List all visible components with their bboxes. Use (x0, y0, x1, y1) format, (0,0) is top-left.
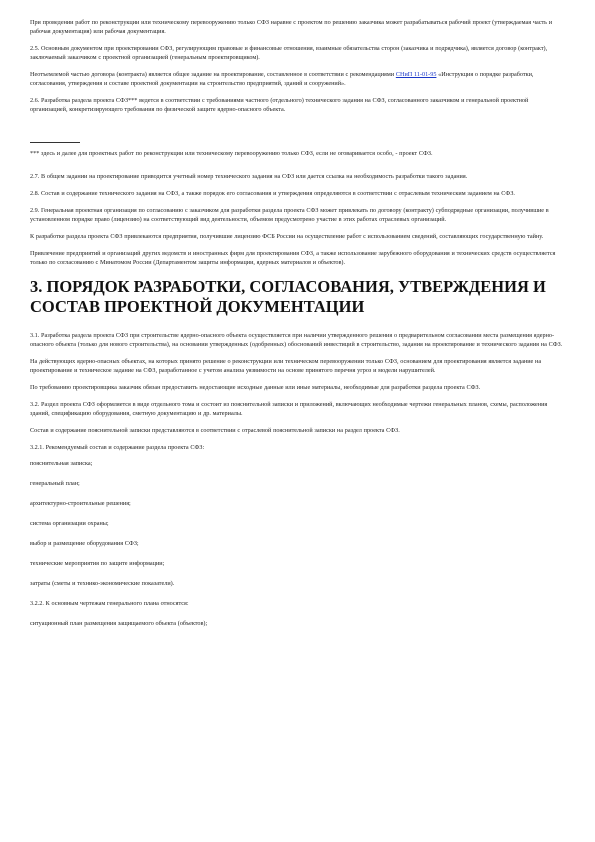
list-item: система организации охраны; (30, 520, 109, 527)
footnote-divider (30, 142, 80, 143)
paragraph: 2.7. В общем задании на проектирование приводится учетный номер технического задания на СФЗ или дается ссылка на необходимость разработки такого задания. (30, 173, 468, 180)
list-item: 3.2.2. К основным чертежам генерального плана относятся: (30, 600, 189, 607)
paragraph: 2.5. Основным документом при проектировании СФЗ, регулирующим правовые и финансовые отношения, взаимные обязательства сторон (заказчика и подрядчика), является договор (контракт), заключаемый заказчиком с проектной организацией (генеральным проектировщиком). (30, 45, 548, 61)
paragraph: По требованию проектировщика заказчик обязан предоставить недостающие исходные данные или иные материалы, необходимые для разработки раздела проекта СФЗ. (30, 384, 481, 391)
paragraph-text: «Инструкция о порядке разработки, согласования, утверждения и составе проектной документации на строительство предприятий, зданий и сооружений». (30, 71, 534, 87)
paragraph: К разработке раздела проекта СФЗ привлекаются предприятия, получившие лицензию ФСБ России на осуществление работ с использованием сведений, составляющих государственную тайну. (30, 233, 544, 240)
paragraph-text: Неотъемлемой частью договора (контракта) является общее задание на проектирование, составленное в соответствии с рекомендациями (30, 71, 396, 78)
paragraph: Привлечение предприятий и организаций других ведомств и иностранных фирм для проектирования СФЗ, а также использование зарубежного оборудования и технических средств осуществляется только по согласованию с Минатомом России (Департаментом защиты информации, ядерных материалов и объектов). (30, 250, 556, 266)
paragraph: 3.2. Раздел проекта СФЗ оформляется в виде отдельного тома и состоит из пояснительной записки и приложений, включающих необходимые чертежи генеральных планов, схемы, расположения зданий, спецификацию оборудования, сметную документацию и др. материалы. (30, 401, 548, 417)
paragraph (30, 70, 565, 88)
paragraph: 2.9. Генеральная проектная организация по согласованию с заказчиком для разработки раздела проекта СФЗ может привлекать по договору (контракту) субподрядные организации, получившие в установленном порядке право (лицензию) на соответствующий вид деятельности, объемом предусмотрено участие в этих работах отраслевых организаций. (30, 207, 549, 223)
paragraph: На действующих ядерно-опасных объектах, на которых принято решение о реконструкции или техническом перевооружении только СФЗ, основанием для проектирования является задание на проектирование и техническое задание на СФЗ, разработанное с учетом анализа уязвимости на основе принятого перечня угроз и модели нарушителей. (30, 358, 542, 374)
footnote: *** здесь и далее для проектных работ по реконструкции или техническому перевооружению только СФЗ, если не оговаривается особо, - проект СФЗ. (30, 150, 433, 157)
paragraph: При проведении работ по реконструкции или техническому перевооружению только СФЗ наравне с проектом по решению заказчика может разрабатываться рабочий проект (утверждаемая часть и рабочая документация) или рабочая документация. (30, 19, 553, 35)
composition-list (30, 459, 565, 628)
paragraph: Состав и содержание пояснительной записки представляются в соответствии с отраслевой пояснительной записки на раздел проекта СФЗ. (30, 427, 400, 434)
list-item: выбор и размещение оборудования СФЗ; (30, 540, 139, 547)
list-item: архитектурно-строительные решения; (30, 500, 131, 507)
list-item: генеральный план; (30, 480, 80, 487)
list-item: пояснительная записка; (30, 460, 93, 467)
list-item: технические мероприятия по защите информации; (30, 560, 165, 567)
paragraph: 3.1. Разработка раздела проекта СФЗ при строительстве ядерно-опасного объекта осуществляется при наличии утвержденного решения о предварительном согласовании места размещения ядерно-опасного объекта (только для нового строительства), на основании утвержденных (одобренных) обоснований инвестиций в строительство, задания на проектирование и технического задания на СФЗ. (30, 332, 563, 348)
paragraph: 2.6. Разработка раздела проекта СФЗ*** ведется в соответствии с требованиями частного (отдельного) технического задания на СФЗ, согласованного заказчиком и генеральной проектной организацией, конкретизирующего требования по физической защите ядерно-опасного объекта. (30, 97, 529, 113)
snip-link[interactable]: СНиП 11-01-95 (395, 71, 437, 78)
list-item: затраты (сметы и технико-экономические показатели). (30, 580, 175, 587)
paragraph: 2.8. Состав и содержание технического задания на СФЗ, а также порядок его согласования и утверждения определяются в соответствии с отраслевым техническим заданием на СФЗ. (30, 190, 515, 197)
list-item: ситуационный план размещения защищаемого объекта (объектов); (30, 620, 208, 627)
paragraph: 3.2.1. Рекомендуемый состав и содержание раздела проекта СФЗ: (30, 444, 205, 451)
section-heading: 3. ПОРЯДОК РАЗРАБОТКИ, СОГЛАСОВАНИЯ, УТВЕРЖДЕНИЯ И СОСТАВ ПРОЕКТНОЙ ДОКУМЕНТАЦИИ (30, 277, 546, 316)
